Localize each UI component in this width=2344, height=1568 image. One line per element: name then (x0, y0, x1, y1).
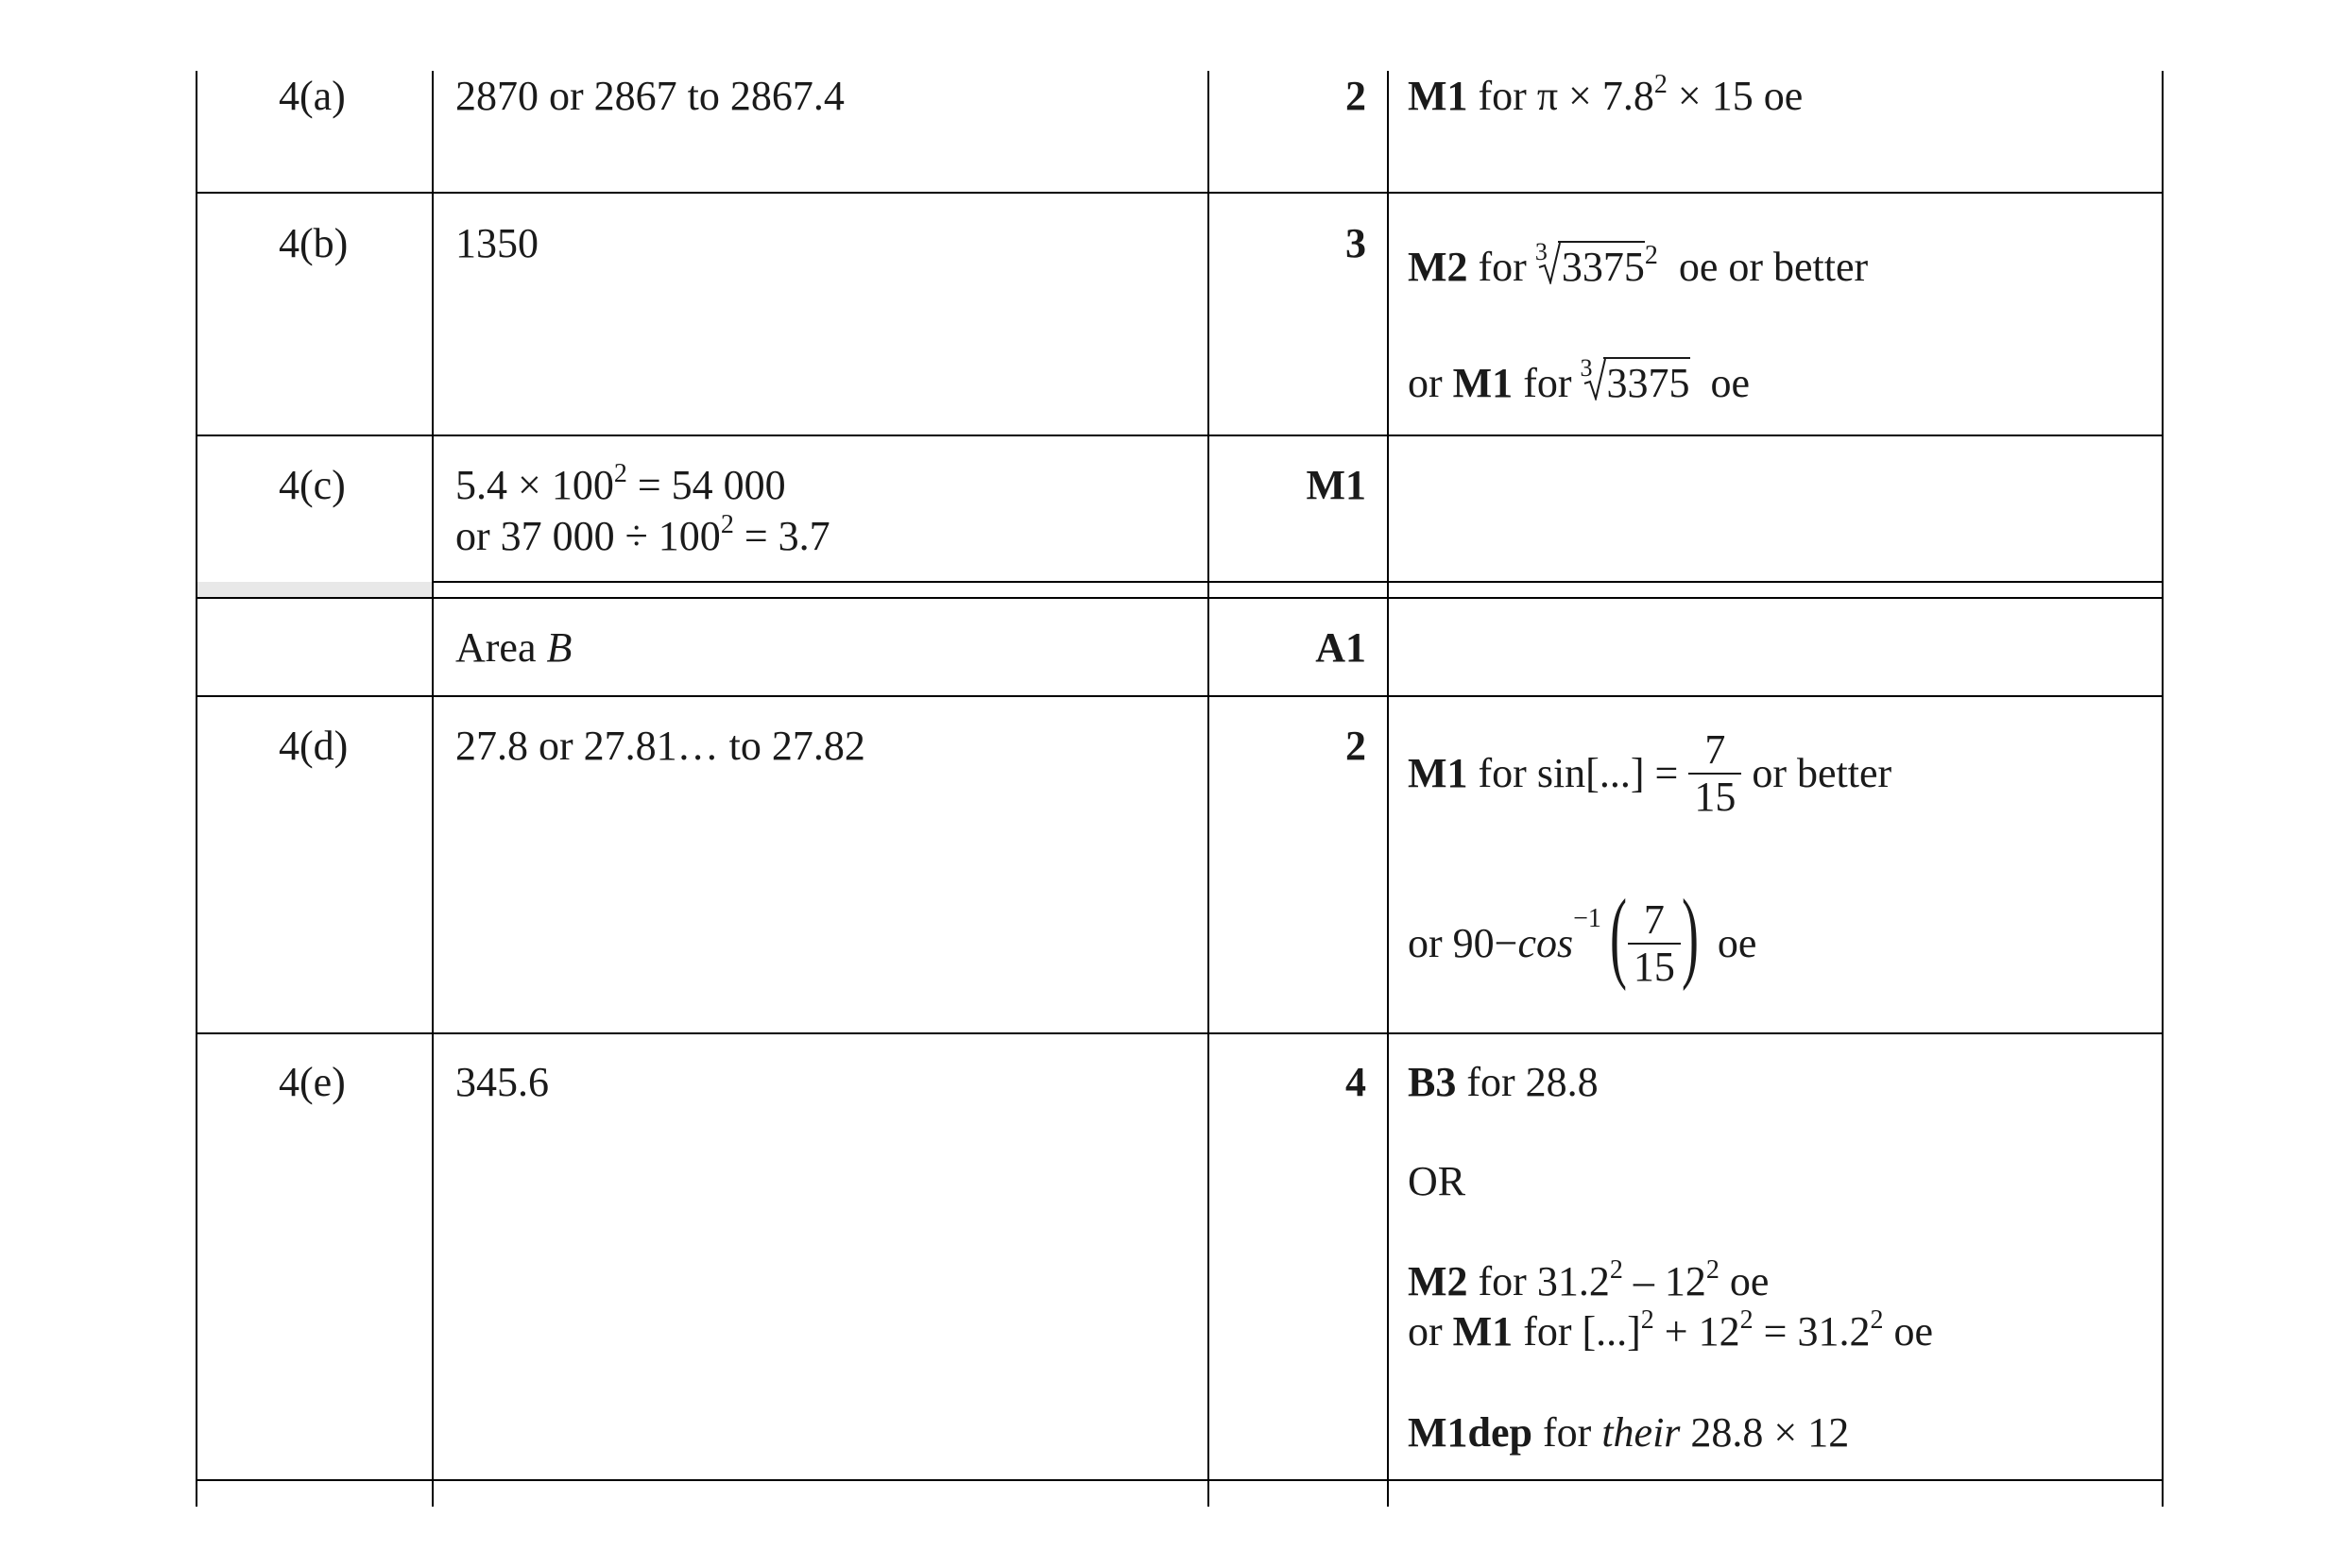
guidance-line: M1dep for their 28.8 × 12 (1408, 1409, 1850, 1456)
guidance-line: M2 for $31.2^2 - 12^2$ oe (1408, 1255, 1770, 1304)
grid-line (432, 581, 2164, 583)
guidance-line: OR (1408, 1158, 1466, 1204)
question-number: 4(d) (279, 723, 349, 769)
grid-line (196, 597, 2164, 599)
question-number: 4(a) (279, 73, 346, 119)
answer-cell: 345.6 (455, 1059, 549, 1105)
question-number: 4(e) (279, 1059, 346, 1105)
guidance-line: M1 for sin[...] = $\frac{7}{15}$ or better (1408, 726, 1892, 820)
guidance-cell: M1 for $\pi \times 7.8^2 \times 15$ oe (1408, 70, 1804, 119)
guidance-line: or $90-\cos^{-1}$( $\frac{7}{15}$ ) oe (1408, 879, 1757, 992)
grid-line (196, 1479, 2164, 1481)
mark-cell: A1 (1315, 624, 1366, 671)
mark-cell: M1 (1306, 462, 1366, 508)
grid-line (196, 71, 197, 1507)
fraction: $\frac{7}{15}$ (1688, 727, 1741, 820)
guidance-line: or M1 for $[...]^2 + 12^2 = 31.2^2$ oe (1408, 1305, 1933, 1355)
cube-root-expression: 3 3375 (1534, 238, 1645, 290)
answer-cell: 27.8 or 27.81… to 27.82 (455, 723, 865, 769)
grid-line (196, 435, 2164, 436)
answer-cell: or 37 $000 \div 100^2 = 3.7$ (455, 510, 830, 559)
guidance-line: B3 for 28.8 (1408, 1059, 1599, 1105)
method-mark-label: M1 (1452, 360, 1514, 406)
answer-cell: $5.4 \times 100^2 = 54$ 000 (455, 459, 786, 508)
right-paren: ) (1681, 879, 1699, 992)
mark-cell: 3 (1345, 220, 1366, 266)
question-number: 4(b) (279, 220, 349, 266)
grid-line (1387, 71, 1389, 1507)
fraction: $\frac{7}{15}$ (1628, 897, 1681, 990)
guidance-line: or M1 for 3 3375 oe (1408, 354, 1751, 406)
method-mark-label: M2 (1408, 244, 1468, 290)
method-mark-label: M1 (1408, 73, 1468, 119)
answer-cell: 1350 (455, 220, 539, 266)
grid-line (1207, 71, 1209, 1507)
answer-cell: 2870 or 2867 to 2867.4 (455, 73, 845, 119)
mark-cell: 2 (1345, 723, 1366, 769)
method-mark-label: M1 (1408, 750, 1468, 796)
grid-line (196, 1032, 2164, 1034)
question-number: 4(c) (279, 462, 346, 508)
grid-line (196, 695, 2164, 697)
left-paren: ( (1609, 879, 1627, 992)
method-mark-label: M1dep (1408, 1409, 1532, 1456)
guidance-line: M2 for 3 3375$^2$ oe or better (1408, 238, 1869, 290)
method-mark-label: M1 (1452, 1308, 1514, 1355)
grid-line (2162, 71, 2164, 1507)
mark-cell: 4 (1345, 1059, 1366, 1105)
answer-cell: Area B (455, 624, 573, 671)
grid-line (432, 71, 434, 1507)
mark-cell: 2 (1345, 73, 1366, 119)
method-mark-label: M2 (1408, 1258, 1468, 1304)
cube-root-expression: 3 3375 (1580, 354, 1690, 406)
grid-line (196, 192, 2164, 194)
method-mark-label: B3 (1408, 1059, 1457, 1105)
